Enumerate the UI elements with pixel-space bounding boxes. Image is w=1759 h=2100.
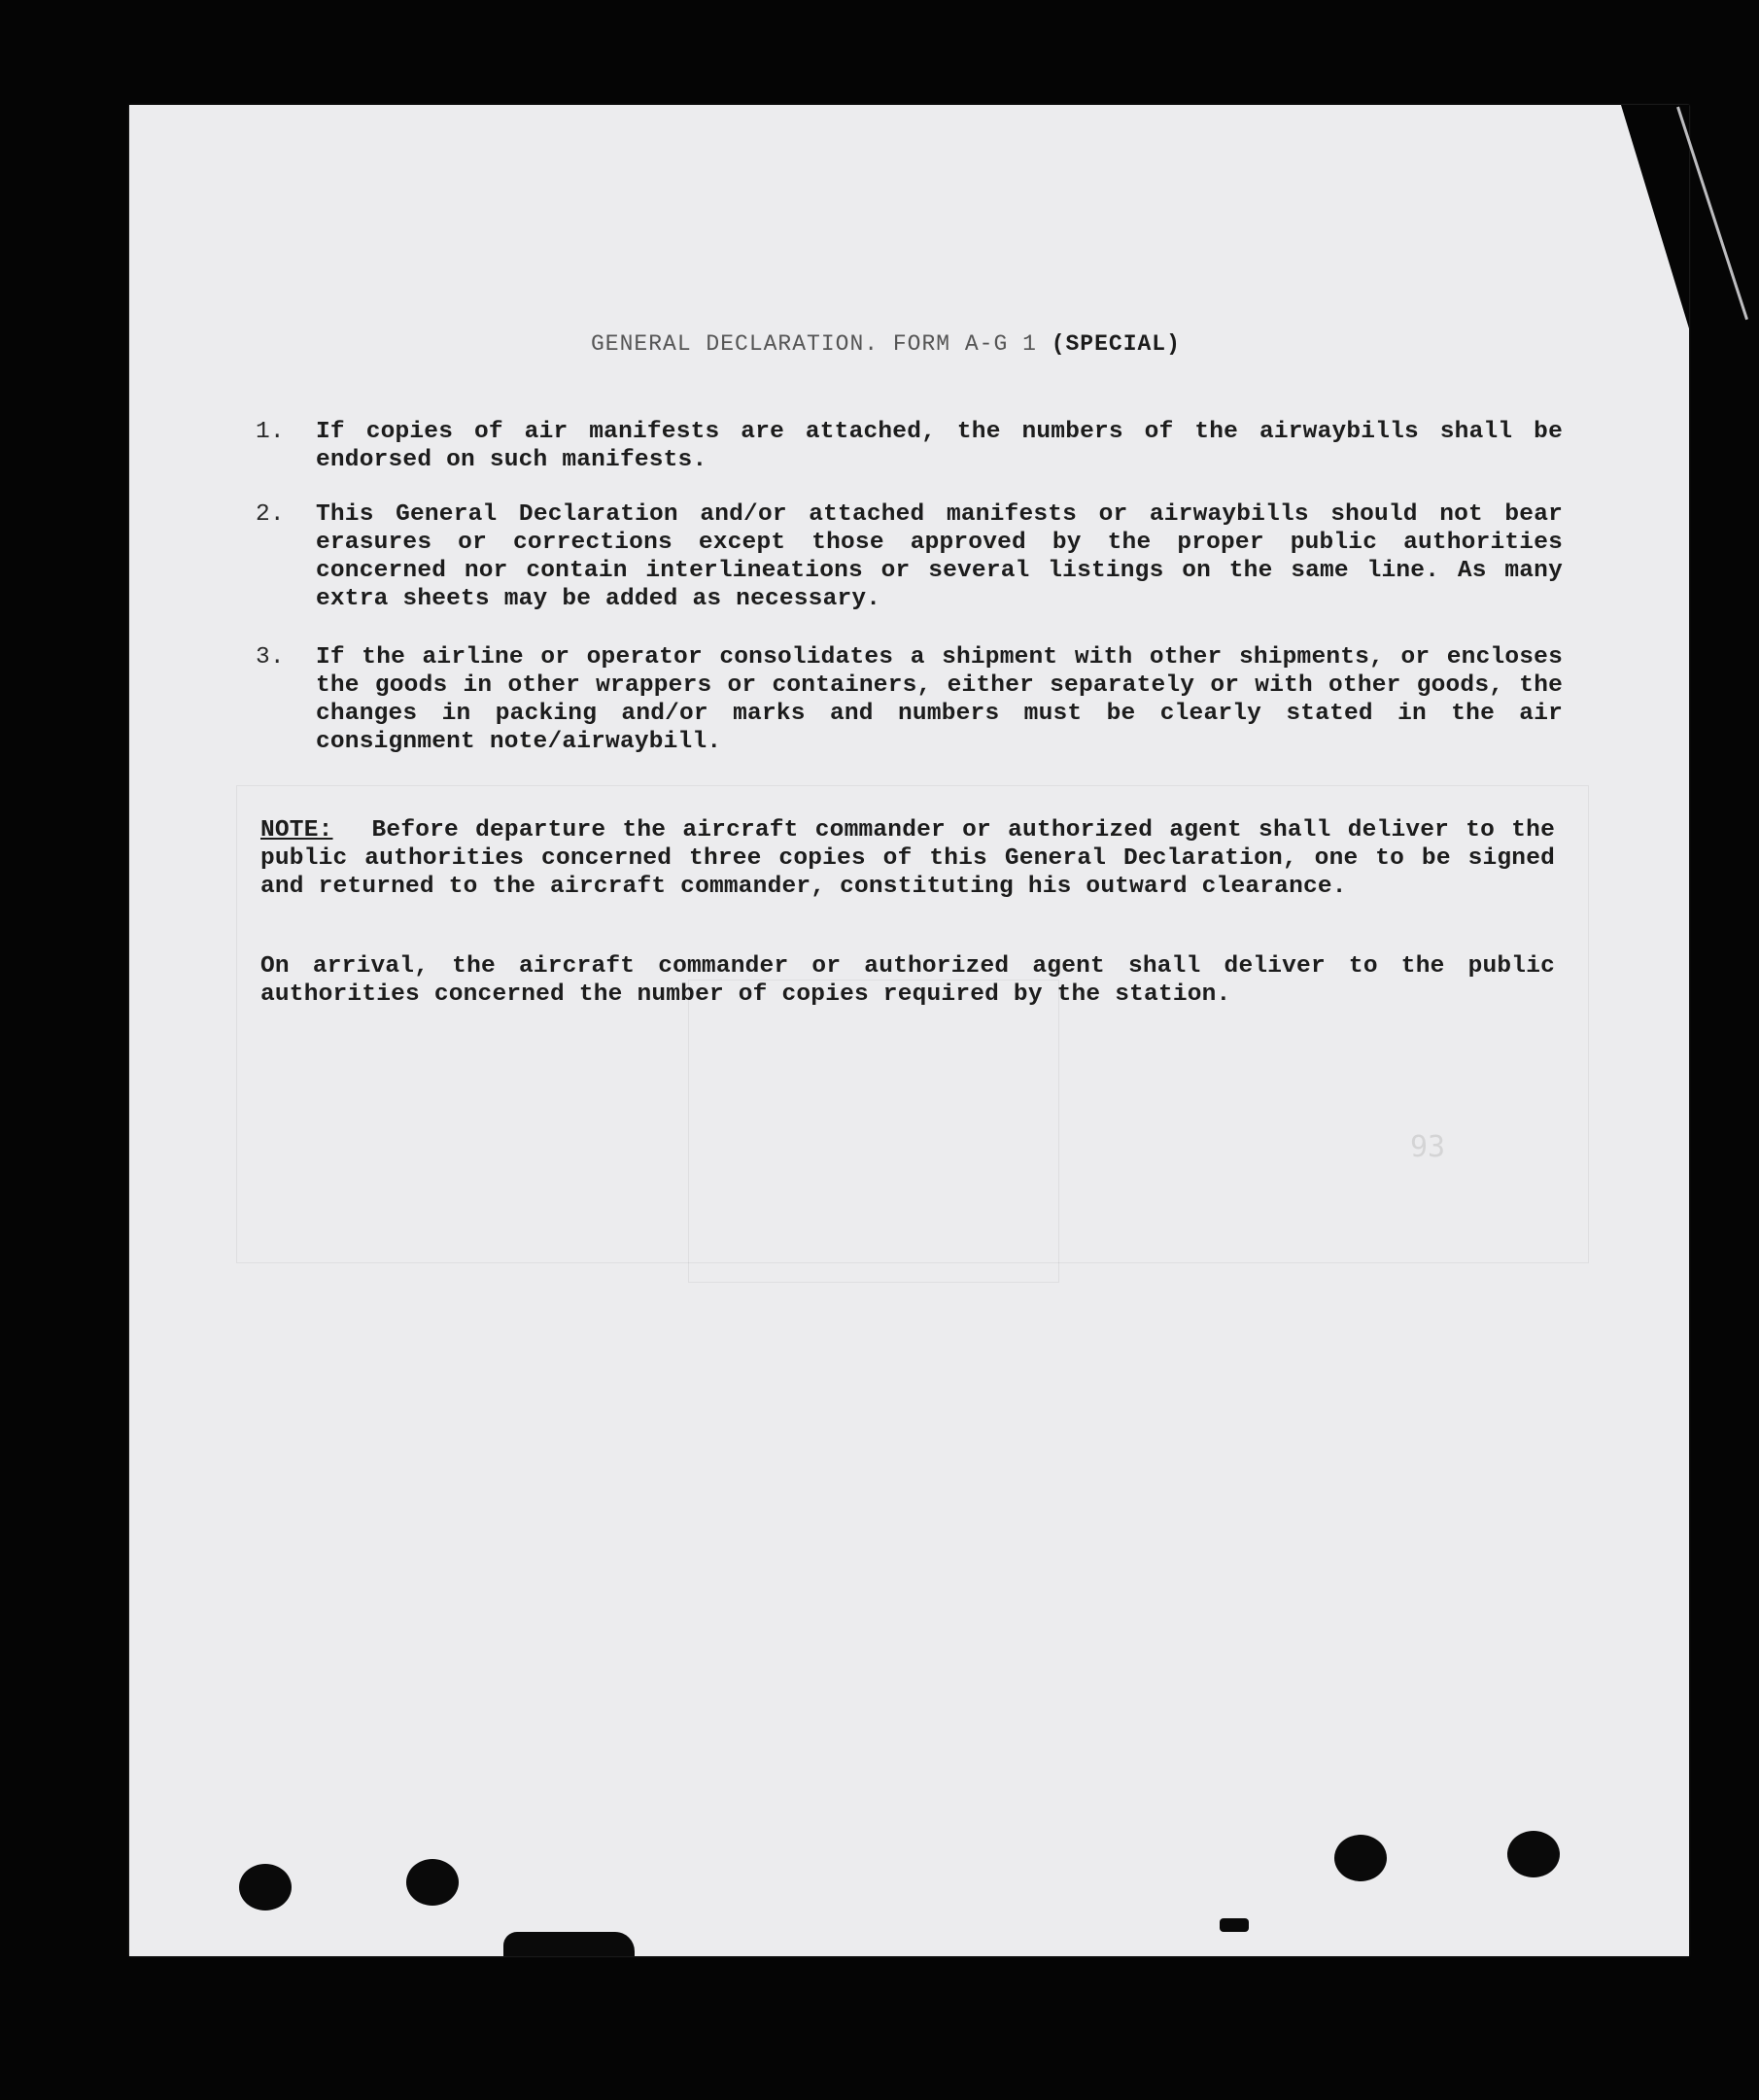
bottom-edge-mark [1220, 1918, 1249, 1932]
arrival-text: On arrival, the aircraft commander or authorized agent shall deliver to the public authorities concerned the number of copies required by the station. [260, 953, 1555, 1008]
document-page [129, 105, 1689, 1956]
list-item-text: This General Declaration and/or attached manifests or airwaybills should not bear erasures or corrections except those approved by the proper public authorities concerned nor contain interlineations or several listings on the same line. As many extra sheets may be added as necessary. [316, 501, 1563, 612]
bleed-through-form-box [688, 980, 1059, 1283]
punch-hole [406, 1859, 459, 1906]
punch-hole [239, 1864, 292, 1911]
list-item-3 [256, 643, 1563, 756]
bleed-through-number: 93 [1410, 1130, 1446, 1164]
arrival-paragraph [260, 952, 1555, 1009]
note-label: NOTE: [260, 817, 333, 843]
list-item-text: If the airline or operator consolidates a shipment with other shipments, or encloses the goods in other wrappers or containers, either separately or with other goods, the changes in packing and/or marks and numbers must be clearly stated in the air consignment note/airwaybill. [316, 644, 1563, 755]
list-item-number: 1. [256, 419, 285, 445]
list-item-number: 3. [256, 644, 285, 671]
form-title-main: GENERAL DECLARATION. FORM A-G 1 [591, 331, 1037, 357]
list-item-number: 2. [256, 501, 285, 528]
bottom-edge-damage [503, 1932, 635, 1956]
note-paragraph [260, 816, 1555, 901]
list-item-1 [256, 418, 1563, 474]
list-item-2 [256, 500, 1563, 613]
note-text: Before departure the aircraft commander or authorized agent shall deliver to the public authorities concerned three copies of this General Declaration, one to be signed and returned to the aircraft commander, constituting his outward clearance. [260, 817, 1555, 900]
punch-hole [1334, 1835, 1387, 1881]
form-title [591, 330, 1181, 359]
folded-corner [1621, 105, 1689, 328]
form-title-special: (SPECIAL) [1051, 331, 1181, 357]
punch-hole [1507, 1831, 1560, 1877]
list-item-text: If copies of air manifests are attached, the numbers of the airwaybills shall be endorsed on such manifests. [316, 419, 1563, 473]
